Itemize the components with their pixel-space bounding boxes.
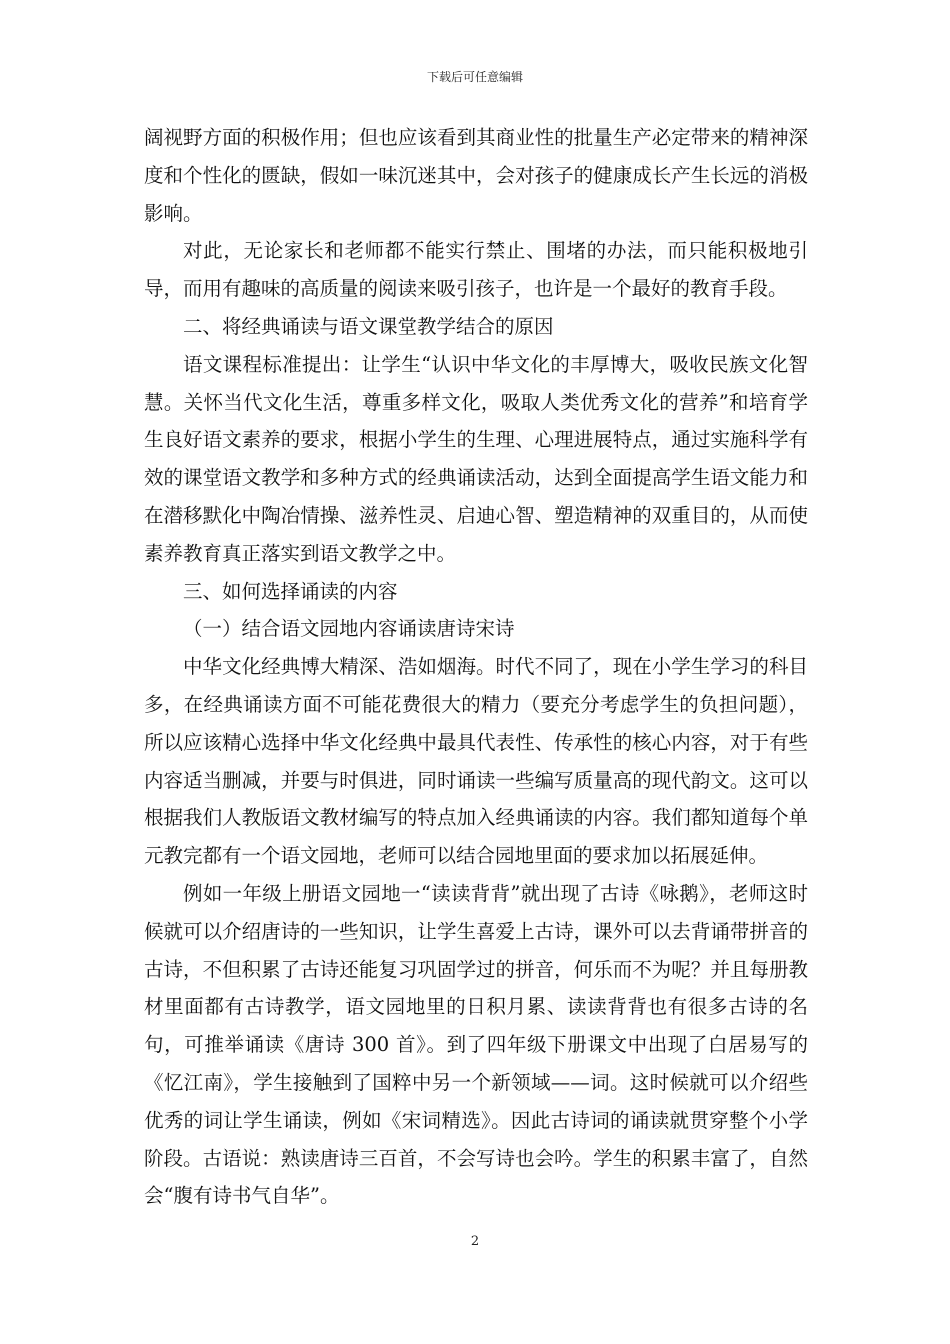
paragraph-guidance: 对此，无论家长和老师都不能实行禁止、围堵的办法，而只能积极地引导，而用有趣味的高质量的阅读来吸引孩子，也许是一个最好的教育手段。 xyxy=(144,239,808,301)
section-heading-3: 三、如何选择诵读的内容 xyxy=(183,579,398,603)
page-number: 2 xyxy=(470,1234,480,1249)
document-body xyxy=(144,119,808,1215)
page-header: 下载后可任意编辑 xyxy=(426,70,523,84)
paragraph-classics-selection: 中华文化经典博大精深、浩如烟海。时代不同了，现在小学生学习的科目多，在经典诵读方面不可能花费很大的精力（要充分考虑学生的负担问题），所以应该精心选择中华文化经典中最具代表性、传承性的核心内容，对于有些内容适当删减，并要与时俱进，同时诵读一些编写质量高的现代韵文。这可以根据我们人教版语文教材编写的特点加入经典诵读的内容。我们都知道每个单元教完都有一个语文园地，老师可以结合园地里面的要求加以拓展延伸。 xyxy=(144,655,808,868)
paragraph-example: 例如一年级上册语文园地一“读读背背”就出现了古诗《咏鹅》，老师这时候就可以介绍唐诗的一些知识，让学生喜爱上古诗，课外可以去背诵带拼音的古诗，不但积累了古诗还能复习巩固学过的拼音，何乐而不为呢？并且每册教材里面都有古诗教学，语文园地里的日积月累、读读背背也有很多古诗的名句，可推举诵读《唐诗 300 首》。到了四年级下册课文中出现了白居易写的《忆江南》，学生接触到了国粹中另一个新领域——词。这时候就可以介绍些优秀的词让学生诵读，例如《宋词精选》。因此古诗词的诵读就贯穿整个小学阶段。古语说：熟读唐诗三百首，不会写诗也会吟。学生的积累丰富了，自然会“腹有诗书气自华”。 xyxy=(144,881,808,1208)
section-heading-2: 二、将经典诵读与语文课堂教学结合的原因 xyxy=(183,314,554,338)
paragraph-curriculum-standard: 语文课程标准提出：让学生“认识中华文化的丰厚博大，吸收民族文化智慧。关怀当代文化生活，尊重多样文化，吸取人类优秀文化的营养”和培育学生良好语文素养的要求，根据小学生的生理、心理进展特点，通过实施科学有效的课堂语文教学和多种方式的经典诵读活动，达到全面提高学生语文能力和在潜移默化中陶冶情操、滋养性灵、启迪心智、塑造精神的双重目的，从而使素养教育真正落实到语文教学之中。 xyxy=(144,352,808,565)
subsection-heading-1: （一）结合语文园地内容诵读唐诗宋诗 xyxy=(183,617,515,641)
paragraph-continuation: 阔视野方面的积极作用；但也应该看到其商业性的批量生产必定带来的精神深度和个性化的匮缺，假如一味沉迷其中，会对孩子的健康成长产生长远的消极影响。 xyxy=(144,126,808,225)
